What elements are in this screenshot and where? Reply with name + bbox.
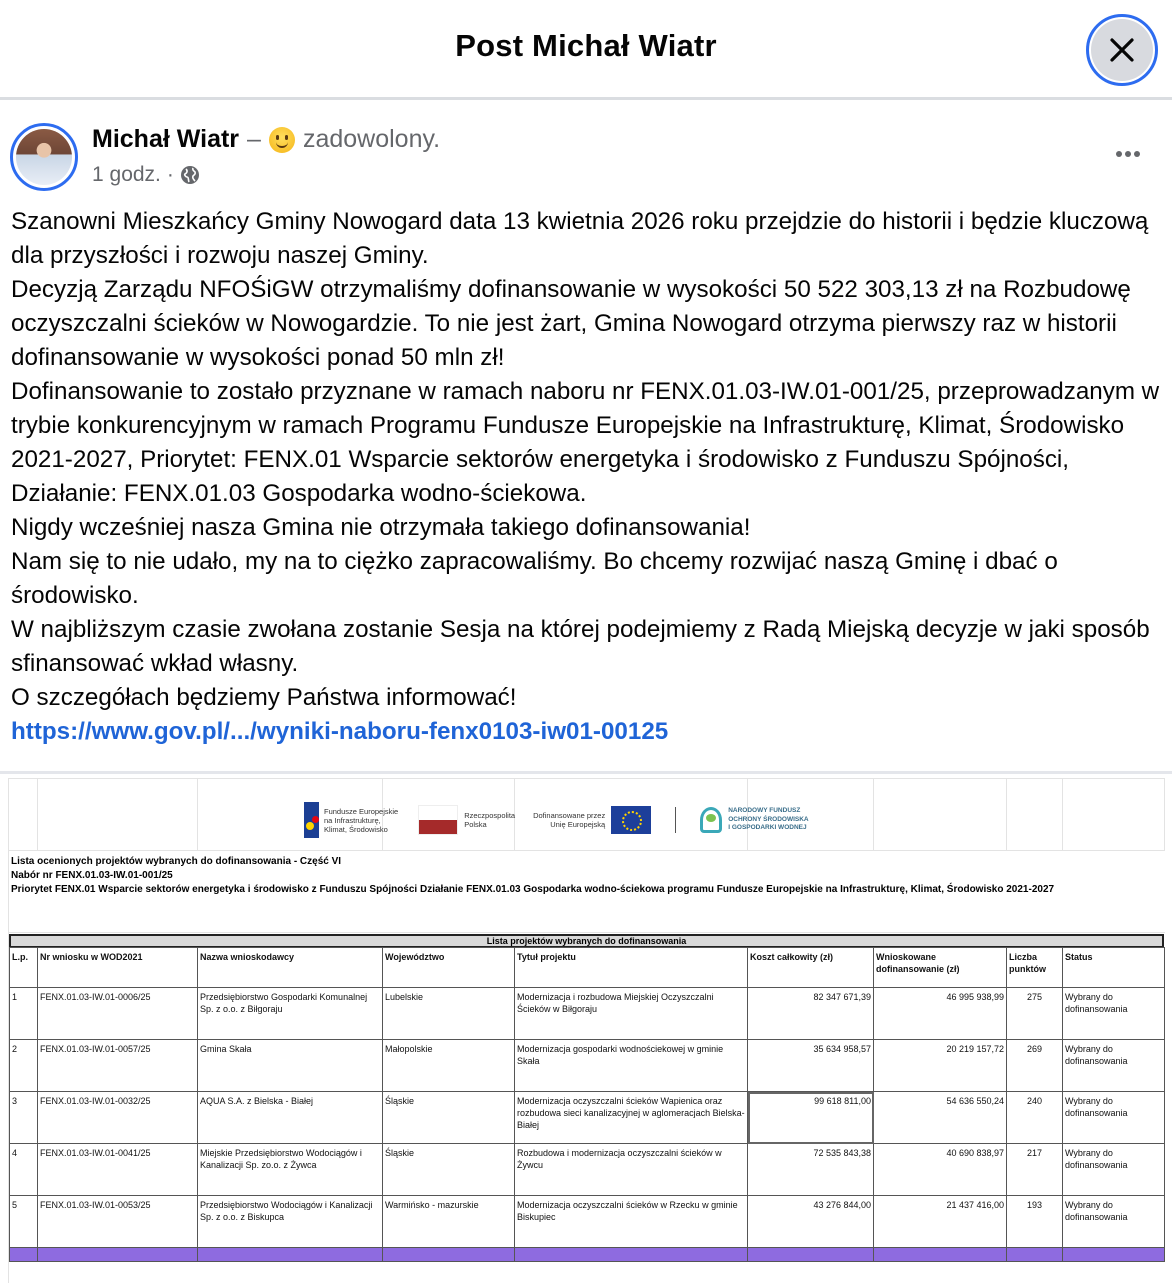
cell-requested-funding: 54 636 550,24 xyxy=(874,1092,1007,1144)
cell-voivodeship: Lubelskie xyxy=(383,988,515,1040)
logo-text-line: I GOSPODARKI WODNEJ xyxy=(728,824,807,832)
cell-status: Wybrany do dofinansowania xyxy=(1063,1040,1165,1092)
cell-requested-funding: 46 995 938,99 xyxy=(874,988,1007,1040)
table-header-row xyxy=(10,948,1165,988)
gridline xyxy=(9,932,1165,933)
table-row xyxy=(10,988,1165,1040)
table-row-highlighted xyxy=(10,1248,1165,1262)
cell-total-cost: 43 276 844,00 xyxy=(748,1196,874,1248)
cell xyxy=(38,1248,198,1262)
cell-lp: 5 xyxy=(10,1196,38,1248)
gridline xyxy=(1062,778,1063,850)
logo-rzeczpospolita-polska xyxy=(398,805,515,835)
column-header: Liczba punktów xyxy=(1007,948,1063,988)
table-caption: Lista projektów wybranych do dofinansowania xyxy=(9,934,1164,948)
cell-lp: 4 xyxy=(10,1144,38,1196)
logo-nfosigw xyxy=(700,807,808,833)
logo-text-line: Unię Europejską xyxy=(550,820,606,829)
cell-project-title: Rozbudowa i modernizacja oczyszczalni ścieków w Żywcu xyxy=(515,1144,748,1196)
close-button[interactable] xyxy=(1086,14,1158,86)
post-paragraph: W najbliższym czasie zwołana zostanie Sesja na której podejmiemy z Radą Miejską decyzje w jaki sposób sfinansować wkład własny. xyxy=(11,616,1157,677)
logo-text-line: NARODOWY FUNDUSZ xyxy=(728,807,801,815)
cell-voivodeship: Małopolskie xyxy=(383,1040,515,1092)
gridline xyxy=(1006,778,1007,850)
logo-text-line: Klimat, Środowisko xyxy=(324,824,388,834)
nfosigw-logo-icon xyxy=(700,807,722,833)
post-body xyxy=(11,205,1166,749)
table-row xyxy=(10,1144,1165,1196)
document-priority: Priorytet FENX.01 Wsparcie sektorów energetyka i środowisko z Funduszu Spójności Działanie FENX.01.03 Gospodarka wodno-ściekowa programu Fundusze Europejskie na Infrastrukturę, Klimat, Środowisko 2021-2027 xyxy=(11,884,1055,895)
cell-requested-funding: 20 219 157,72 xyxy=(874,1040,1007,1092)
cell-application-number: FENX.01.03-IW.01-0041/25 xyxy=(38,1144,198,1196)
separator: – xyxy=(247,125,261,153)
cell xyxy=(515,1248,748,1262)
cell-lp: 2 xyxy=(10,1040,38,1092)
cell-total-cost: 99 618 811,00 xyxy=(748,1092,874,1144)
polish-flag-icon xyxy=(418,805,458,835)
gridline xyxy=(1164,778,1165,850)
more-options-button[interactable] xyxy=(1108,140,1148,168)
logo-text-line: Fundusze Europejskie xyxy=(324,806,399,816)
post-attachment-image[interactable] xyxy=(0,771,1172,1283)
cell-status: Wybrany do dofinansowania xyxy=(1063,1092,1165,1144)
more-options-icon-dot xyxy=(1125,151,1131,157)
slightly-smiling-face-icon xyxy=(269,127,295,153)
cell-applicant: Miejskie Przedsiębiorstwo Wodociągów i Kanalizacji Sp. zo.o. z Żywca xyxy=(198,1144,383,1196)
logo-eu xyxy=(533,806,651,834)
column-header: Tytuł projektu xyxy=(515,948,748,988)
cell-applicant: Przedsiębiorstwo Gospodarki Komunalnej Sp. z o.o. z Biłgoraju xyxy=(198,988,383,1040)
post-paragraph: Decyzją Zarządu NFOŚiGW otrzymaliśmy dofinansowanie w wysokości 50 522 303,13 zł na Rozbudowę oczyszczalni ścieków w Nowogardzie. To nie jest żart, Gmina Nowogard otrzyma pierwszy raz w historii dofinansowanie w wysokości ponad 50 mln zł! xyxy=(11,276,1138,371)
document-subtitle: Nabór nr FENX.01.03-IW.01-001/25 xyxy=(11,870,173,881)
column-header: L.p. xyxy=(10,948,38,988)
logo-fundusze-europejskie xyxy=(304,802,398,838)
cell-total-cost: 35 634 958,57 xyxy=(748,1040,874,1092)
column-header: Województwo xyxy=(383,948,515,988)
column-header: Nazwa wnioskodawcy xyxy=(198,948,383,988)
cell-points: 217 xyxy=(1007,1144,1063,1196)
cell-applicant: Przedsiębiorstwo Wodociągów i Kanalizacji Sp. z o.o. z Biskupca xyxy=(198,1196,383,1248)
document-title: Lista ocenionych projektów wybranych do dofinansowania - Część VI xyxy=(11,856,342,867)
post-meta xyxy=(92,163,200,187)
cell xyxy=(383,1248,515,1262)
spreadsheet xyxy=(8,778,1164,1283)
more-options-icon-dot xyxy=(1116,151,1122,157)
cell-voivodeship: Warmińsko - mazurskie xyxy=(383,1196,515,1248)
cell xyxy=(874,1248,1007,1262)
fe-logo-icon xyxy=(304,802,319,838)
cell-points: 269 xyxy=(1007,1040,1063,1092)
logo-text-line: na Infrastrukturę, xyxy=(324,815,381,825)
table-row xyxy=(10,1040,1165,1092)
author-line xyxy=(92,125,440,154)
more-options-icon-dot xyxy=(1134,151,1140,157)
eu-flag-icon xyxy=(611,806,651,834)
gridline xyxy=(197,778,198,850)
cell-application-number: FENX.01.03-IW.01-0057/25 xyxy=(38,1040,198,1092)
column-header: Koszt całkowity (zł) xyxy=(748,948,874,988)
cell-voivodeship: Śląskie xyxy=(383,1092,515,1144)
gridline xyxy=(9,850,1165,851)
cell-application-number: FENX.01.03-IW.01-0006/25 xyxy=(38,988,198,1040)
table-row xyxy=(10,1196,1165,1248)
avatar-image xyxy=(16,129,72,185)
post-paragraph: Nam się to nie udało, my na to ciężko zapracowaliśmy. Bo chcemy rozwijać naszą Gminę i dbać o środowisko. xyxy=(11,548,1065,609)
table-row xyxy=(10,1092,1165,1144)
gridline xyxy=(873,778,874,850)
avatar[interactable] xyxy=(10,123,78,191)
cell xyxy=(1007,1248,1063,1262)
cell-applicant: Gmina Skała xyxy=(198,1040,383,1092)
cell xyxy=(10,1248,38,1262)
logo-divider xyxy=(675,807,676,833)
cell-project-title: Modernizacja gospodarki wodnościekowej w gminie Skała xyxy=(515,1040,748,1092)
column-header: Wnioskowane dofinansowanie (zł) xyxy=(874,948,1007,988)
cell-voivodeship: Śląskie xyxy=(383,1144,515,1196)
column-header: Nr wniosku w WOD2021 xyxy=(38,948,198,988)
post-timestamp[interactable]: 1 godz. xyxy=(92,163,161,186)
logo-text-line: Rzeczpospolita xyxy=(464,811,516,820)
post-paragraph: O szczegółach będziemy Państwa informować! xyxy=(11,684,517,711)
cell xyxy=(198,1248,383,1262)
post-link[interactable]: https://www.gov.pl/.../wyniki-naboru-fenx0103-iw01-00125 xyxy=(11,718,669,745)
author-name-link[interactable]: Michał Wiatr xyxy=(92,125,240,153)
cell xyxy=(1063,1248,1165,1262)
post-paragraph: Nigdy wcześniej nasza Gmina nie otrzymała takiego dofinansowania! xyxy=(11,514,751,541)
feeling-text: zadowolony. xyxy=(302,125,441,153)
cell-points: 193 xyxy=(1007,1196,1063,1248)
cell-points: 275 xyxy=(1007,988,1063,1040)
cell-status: Wybrany do dofinansowania xyxy=(1063,988,1165,1040)
gridline xyxy=(37,778,38,850)
cell-applicant: AQUA S.A. z Bielska - Białej xyxy=(198,1092,383,1144)
cell-application-number: FENX.01.03-IW.01-0053/25 xyxy=(38,1196,198,1248)
cell xyxy=(748,1248,874,1262)
projects-table xyxy=(9,947,1165,1262)
logo-text-line: Dofinansowane przez xyxy=(533,811,606,820)
modal-header xyxy=(0,0,1172,100)
gridline xyxy=(9,778,1165,779)
cell-status: Wybrany do dofinansowania xyxy=(1063,1196,1165,1248)
page-title: Post Michał Wiatr xyxy=(455,28,717,63)
column-header: Status xyxy=(1063,948,1165,988)
close-icon xyxy=(1107,35,1137,65)
cell-project-title: Modernizacja i rozbudowa Miejskiej Oczyszczalni Ścieków w Biłgoraju xyxy=(515,988,748,1040)
cell-lp: 3 xyxy=(10,1092,38,1144)
cell-total-cost: 82 347 671,39 xyxy=(748,988,874,1040)
funding-logos xyxy=(304,800,834,840)
logo-text-line: Polska xyxy=(464,820,487,829)
meta-dot: · xyxy=(166,163,174,186)
cell-requested-funding: 40 690 838,97 xyxy=(874,1144,1007,1196)
cell-lp: 1 xyxy=(10,988,38,1040)
cell-project-title: Modernizacja oczyszczalni ścieków w Rzecku w gminie Biskupiec xyxy=(515,1196,748,1248)
post-paragraph: Dofinansowanie to zostało przyznane w ramach naboru nr FENX.01.03-IW.01-001/25, przeprowadzanym w trybie konkurencyjnym w ramach Programu Fundusze Europejskie na Infrastrukturę, Klimat, Środowisko 2021-2027, Priorytet: FENX.01 Wsparcie sektorów energetyka i środowisko z Funduszu Spójności, Działanie: FENX.01.03 Gospodarka wodno-ściekowa. xyxy=(11,378,1166,507)
post-paragraph: Szanowni Mieszkańcy Gminy Nowogard data 13 kwietnia 2026 roku przejdzie do historii i będzie kluczową dla przyszłości i rozwoju naszej Gminy. xyxy=(11,208,1156,269)
cell-total-cost: 72 535 843,38 xyxy=(748,1144,874,1196)
cell-application-number: FENX.01.03-IW.01-0032/25 xyxy=(38,1092,198,1144)
logo-text-line: OCHRONY ŚRODOWISKA xyxy=(728,815,809,823)
cell-status: Wybrany do dofinansowania xyxy=(1063,1144,1165,1196)
cell-points: 240 xyxy=(1007,1092,1063,1144)
globe-icon xyxy=(180,165,200,185)
cell-requested-funding: 21 437 416,00 xyxy=(874,1196,1007,1248)
cell-project-title: Modernizacja oczyszczalni ścieków Wapienica oraz rozbudowa sieci kanalizacyjnej w aglomeracjach Bielska-Białej xyxy=(515,1092,748,1144)
